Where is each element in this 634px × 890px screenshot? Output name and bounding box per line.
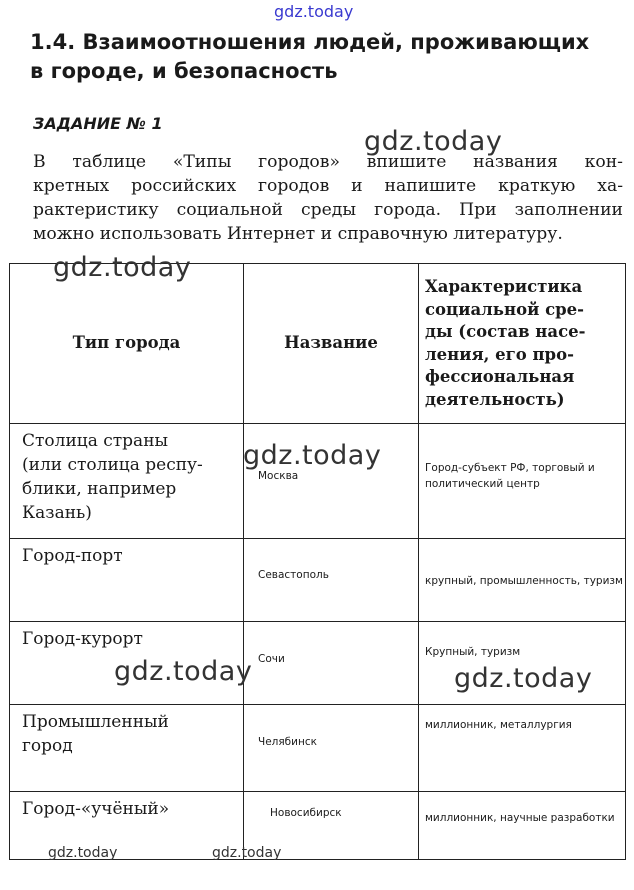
task-instructions [33,150,623,246]
type-line: (или столица респу- [22,455,203,475]
watermark: gdz.today [48,845,118,861]
table-row [10,705,626,792]
watermark: gdz.today [364,126,503,157]
watermark: gdz.today [114,656,253,687]
type-line: Промышленный [22,712,169,732]
header-char-line: Характеристика [425,277,583,296]
city-name-text: Сочи [258,653,285,665]
type-line: Город-порт [22,546,123,566]
header-char-line: социальной сре- [425,299,584,319]
header-char-line: ды (состав насе- [425,322,586,341]
type-line: Город-«учёный» [22,799,170,819]
section-title [30,28,620,86]
cell-city-type [10,539,244,622]
intro-line-2: кретных российских городов и напишите краткую ха- [33,176,623,196]
cell-city-type [10,705,244,792]
type-line: город [22,736,73,756]
city-name-text: Челябинск [258,736,317,748]
char-line: политический центр [425,478,540,490]
city-types-table [9,263,626,860]
type-line: блики, например [22,479,177,499]
header-char-line: ления, его про- [425,344,574,364]
intro-line-3: рактеристику социальной среды города. При заполнении [33,200,623,220]
header-char-line: деятельность) [425,389,565,409]
char-line: миллионник, научные разработки [425,812,615,824]
cell-characteristics [419,792,626,860]
title-line-2: в городе, и безопасность [30,59,338,83]
header-char-line: фессиональная [425,367,575,386]
char-line: крупный, промышленность, туризм [425,575,623,587]
type-line: Столица страны [22,431,169,451]
cell-characteristics [419,705,626,792]
watermark: gdz.today [243,440,382,471]
intro-line-4: можно использовать Интернет и справочную литературу. [33,224,563,244]
intro-line-1: В таблице «Типы городов» впишите названия кон- [33,152,623,172]
task-heading: ЗАДАНИЕ № 1 [33,114,163,133]
type-line: Казань) [22,503,92,523]
cell-characteristics [419,424,626,539]
watermark: gdz.today [53,252,192,283]
cell-city-name [244,539,419,622]
table-header-row [10,264,626,424]
city-name-text: Новосибирск [270,807,342,819]
header-city-name: Название [244,264,419,424]
cell-city-name [244,705,419,792]
table-row [10,539,626,622]
cell-city-name [244,622,419,705]
char-line: Город-субъект РФ, торговый и [425,462,595,474]
city-name-text: Севастополь [258,569,329,581]
title-line-1: 1.4. Взаимоотношения людей, проживающих [30,30,590,54]
char-line: Крупный, туризм [425,646,521,658]
header-characteristics [419,264,626,424]
watermark: gdz.today [212,845,282,861]
watermark-top: gdz.today [274,2,354,21]
cell-city-type [10,792,244,860]
type-line: Город-курорт [22,629,143,649]
city-name-text: Москва [258,470,299,482]
header-city-type: Тип города [10,264,244,424]
char-line: миллионник, металлургия [425,719,572,731]
cell-characteristics [419,539,626,622]
watermark: gdz.today [454,663,593,694]
cell-city-type [10,424,244,539]
